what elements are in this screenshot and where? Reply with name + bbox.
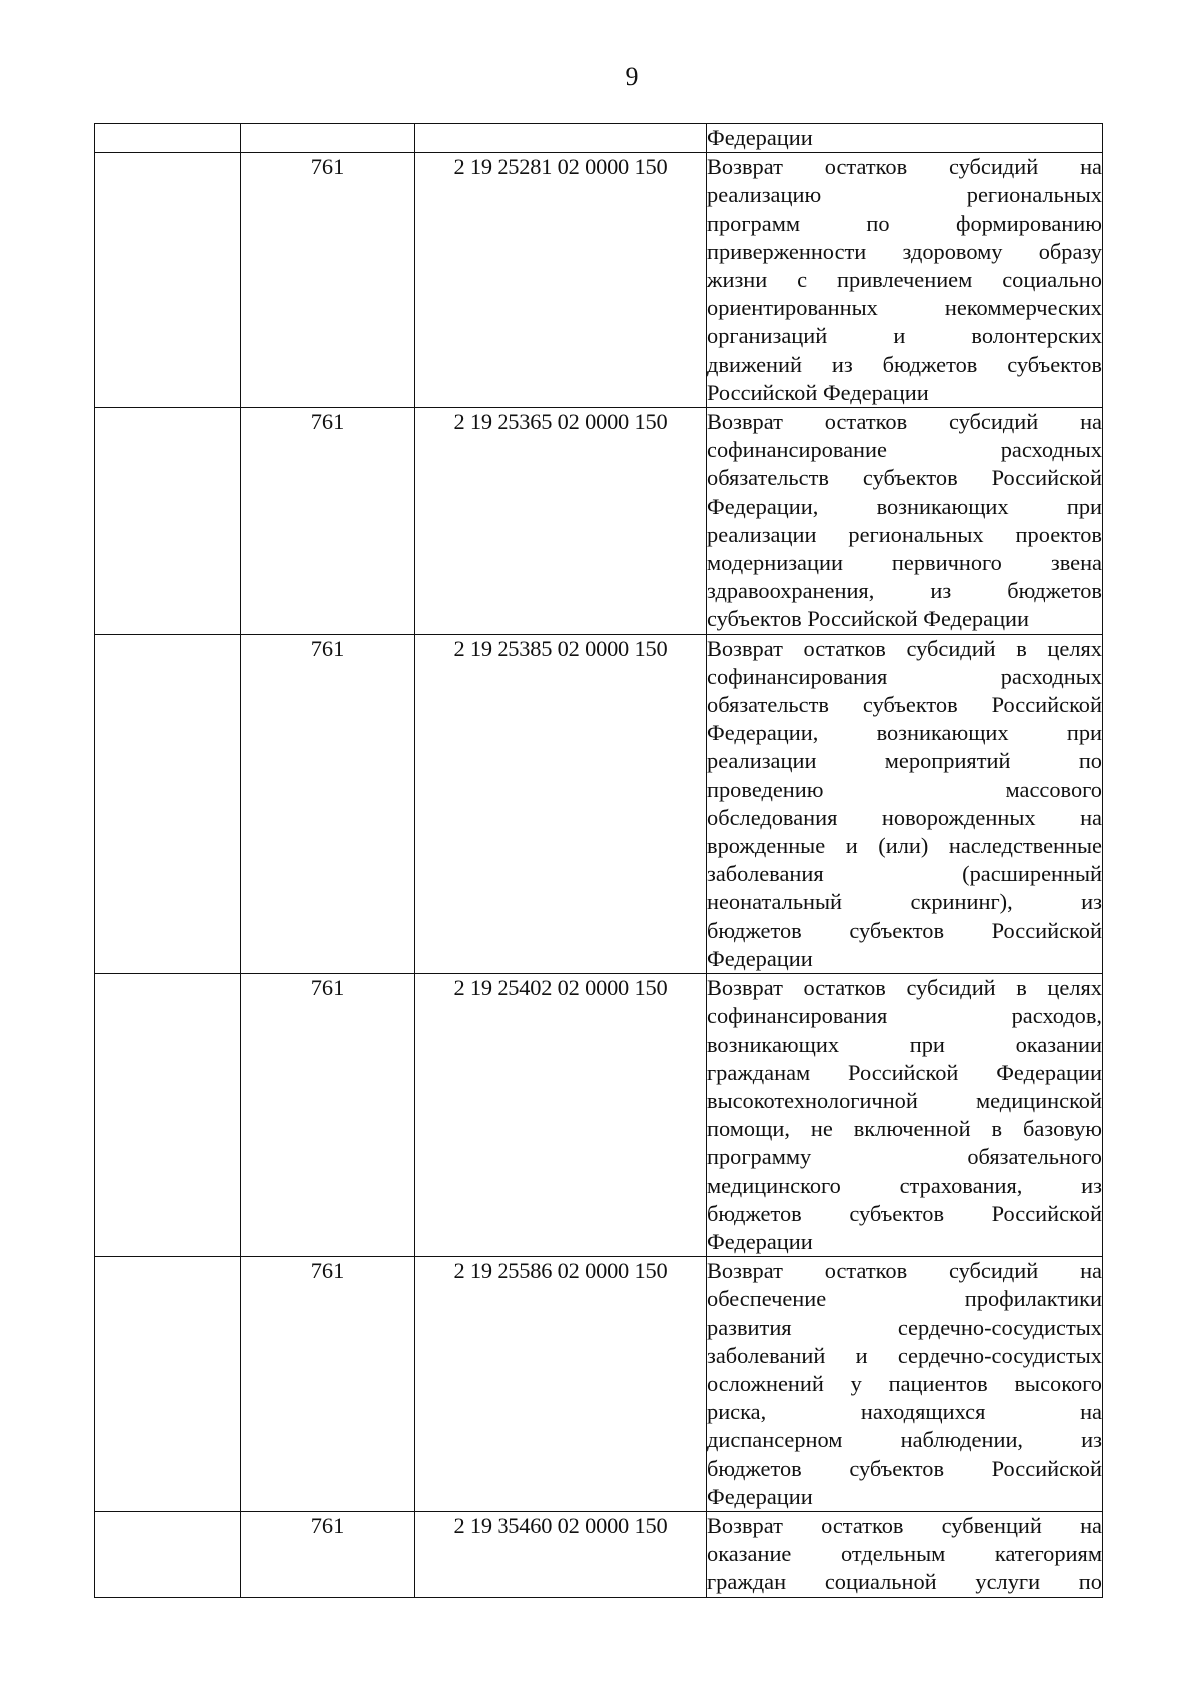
description-line: обязательств субъектов Российской [707,465,1102,491]
description-line: реализации региональных проектов [707,521,1102,547]
description-line: заболевания (расширенный [707,861,1102,887]
description-line: диспансерном наблюдении, из [707,1427,1102,1453]
empty-cell [95,153,241,408]
description-line: риска, находящихся на [707,1399,1102,1425]
description-line: бюджетов субъектов Российской [707,1455,1102,1481]
description-line: обязательств субъектов Российской [707,692,1102,718]
table-row [95,634,1103,973]
description-line: помощи, не включенной в базовую [707,1116,1102,1142]
empty-cell [95,634,241,973]
description-line: врожденные и (или) наследственные [707,833,1102,859]
description-cell [707,1511,1103,1597]
budget-codes-table [94,123,1103,1598]
description-line: Возврат остатков субвенций на [707,1512,1102,1538]
description-line: приверженности здоровому образу [707,238,1102,264]
kbk-code-cell [415,124,707,153]
description-line: Возврат остатков субсидий в целях [707,635,1102,661]
admin-code-cell: 761 [241,1511,415,1597]
description-line: медицинского страхования, из [707,1172,1102,1198]
table-row [95,1511,1103,1597]
description-line: обследования новорожденных на [707,804,1102,830]
empty-cell [95,1511,241,1597]
description-line: программ по формированию [707,210,1102,236]
description-line: оказание отдельным категориям [707,1541,1102,1567]
description-cell [707,153,1103,408]
description-line: бюджетов субъектов Российской [707,1200,1102,1226]
empty-cell [95,1257,241,1512]
description-line: обеспечение профилактики [707,1286,1102,1312]
description-line: бюджетов субъектов Российской [707,917,1102,943]
description-line: развития сердечно-сосудистых [707,1314,1102,1340]
description-line: проведению массового [707,776,1102,802]
empty-cell [95,408,241,635]
description-line: высокотехнологичной медицинской [707,1087,1102,1113]
admin-code-cell: 761 [241,408,415,635]
description-line: здравоохранения, из бюджетов [707,578,1102,604]
table-row [95,974,1103,1257]
description-cell [707,408,1103,635]
page-number: 9 [625,62,639,91]
description-cell [707,124,1103,153]
kbk-code-cell: 2 19 25281 02 0000 150 [415,153,707,408]
description-line: модернизации первичного звена [707,550,1102,576]
description-cell [707,1257,1103,1512]
description-line: Федерации [707,1228,813,1254]
description-line: Возврат остатков субсидий на [707,409,1102,435]
table-row [95,1257,1103,1512]
empty-cell [95,974,241,1257]
description-line: жизни с привлечением социально [707,267,1102,293]
description-line: ориентированных некоммерческих [707,295,1102,321]
description-line: реализацию региональных [707,182,1102,208]
description-line: организаций и волонтерских [707,323,1102,349]
kbk-code-cell: 2 19 35460 02 0000 150 [415,1511,707,1597]
description-line: программу обязательного [707,1144,1102,1170]
description-line: неонатальный скрининг), из [707,889,1102,915]
kbk-code-cell: 2 19 25365 02 0000 150 [415,408,707,635]
empty-cell [95,124,241,153]
description-line: субъектов Российской Федерации [707,606,1030,632]
description-line: софинансирования расходов, [707,1003,1102,1029]
admin-code-cell: 761 [241,153,415,408]
description-line: осложнений у пациентов высокого [707,1370,1102,1396]
description-line: софинансирование расходных [707,437,1102,463]
admin-code-cell: 761 [241,634,415,973]
table-row [95,124,1103,153]
description-line: возникающих при оказании [707,1031,1102,1057]
description-line: гражданам Российской Федерации [707,1059,1102,1085]
description-line: Возврат остатков субсидий на [707,1258,1102,1284]
admin-code-cell [241,124,415,153]
description-cell [707,634,1103,973]
description-line: Федерации, возникающих при [707,493,1102,519]
description-line: Возврат остатков субсидий на [707,154,1102,180]
description-line: Российской Федерации [707,379,929,405]
admin-code-cell: 761 [241,974,415,1257]
description-line: Федерации [707,125,813,150]
description-line: Возврат остатков субсидий в целях [707,975,1102,1001]
description-line: софинансирования расходных [707,663,1102,689]
kbk-code-cell: 2 19 25402 02 0000 150 [415,974,707,1257]
table-row [95,153,1103,408]
kbk-code-cell: 2 19 25586 02 0000 150 [415,1257,707,1512]
description-line: Федерации [707,1483,813,1509]
kbk-code-cell: 2 19 25385 02 0000 150 [415,634,707,973]
description-line: заболеваний и сердечно-сосудистых [707,1342,1102,1368]
description-line: реализации мероприятий по [707,748,1102,774]
description-line: Федерации [707,945,813,971]
description-line: граждан социальной услуги по [707,1569,1102,1595]
admin-code-cell: 761 [241,1257,415,1512]
description-cell [707,974,1103,1257]
description-line: движений из бюджетов субъектов [707,351,1102,377]
table-row [95,408,1103,635]
description-line: Федерации, возникающих при [707,720,1102,746]
